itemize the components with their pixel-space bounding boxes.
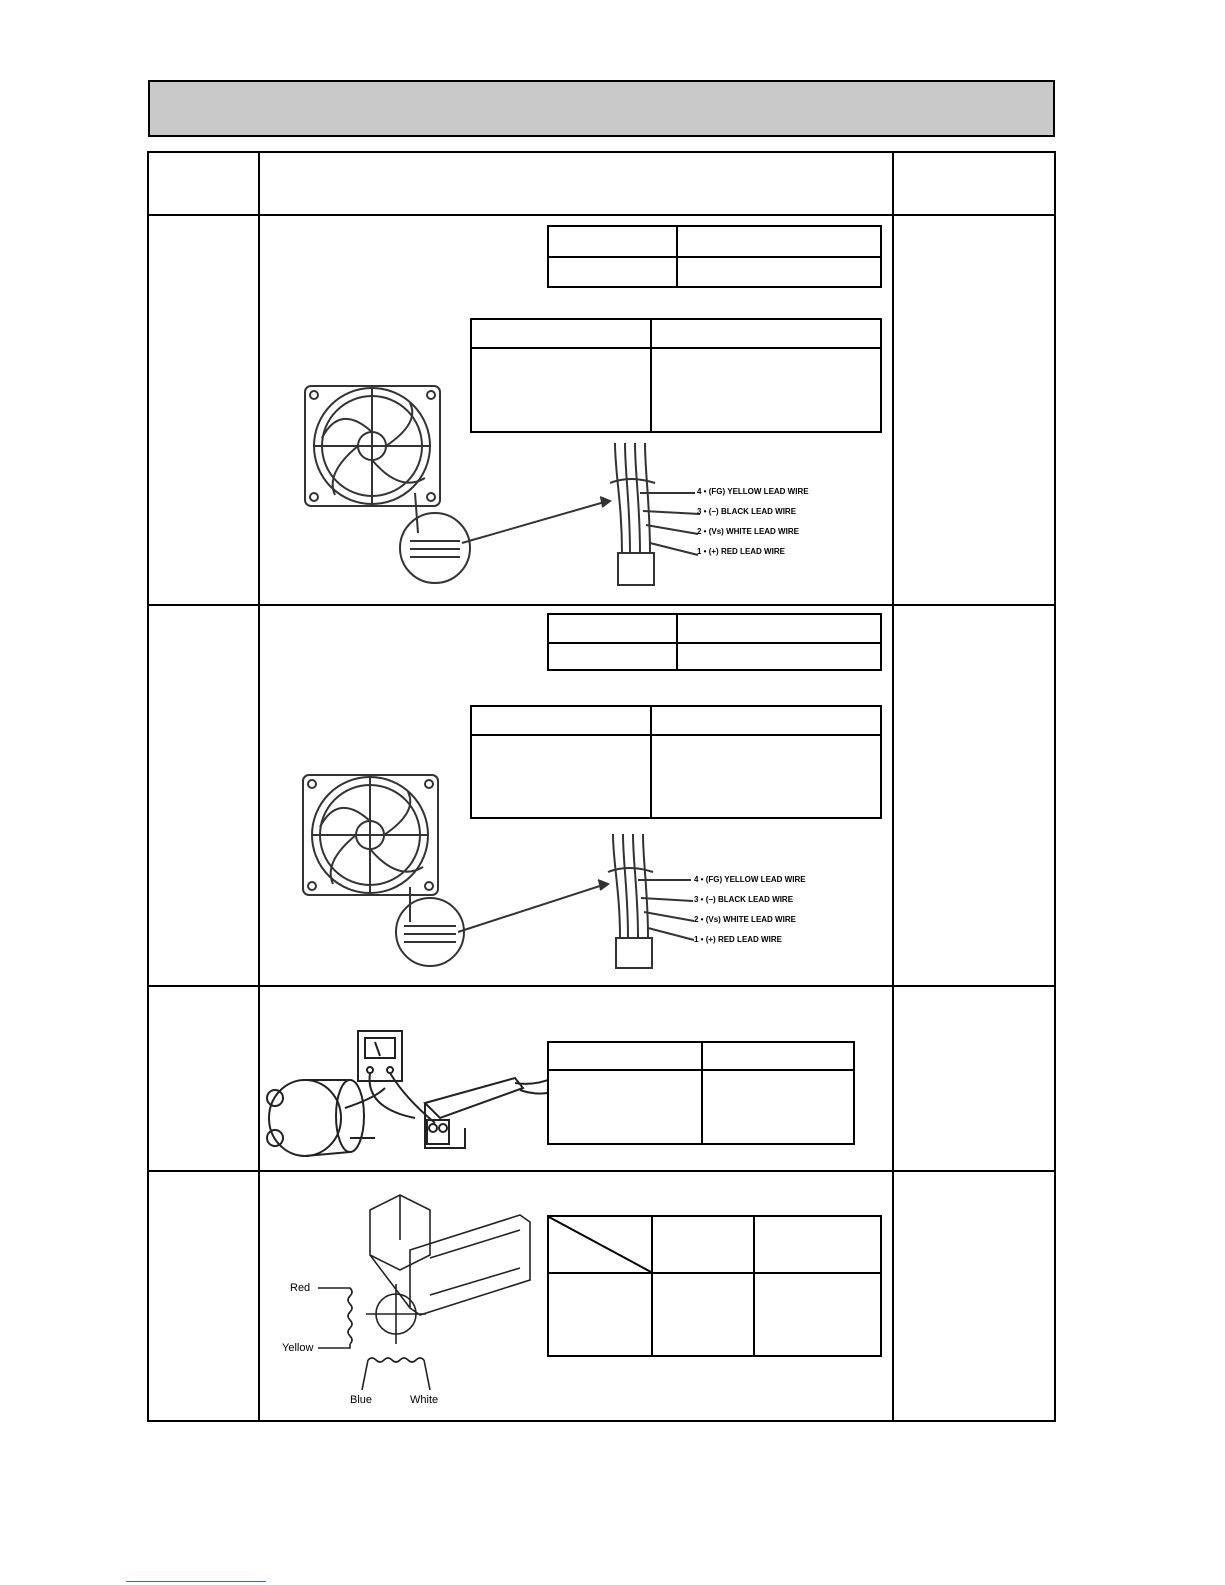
spec-table-row2-a (547, 613, 882, 671)
coil-label-red: Red (290, 1282, 311, 1294)
row-divider (149, 985, 1054, 987)
wire-label-yellow: 4 • (FG) YELLOW LEAD WIRE (694, 875, 806, 884)
column-divider (258, 153, 260, 1420)
wire-label-red: 1 • (+) RED LEAD WIRE (697, 547, 785, 556)
row-divider (149, 604, 1054, 606)
spec-table-row3 (547, 1041, 855, 1145)
wire-label-black: 3 • (−) BLACK LEAD WIRE (694, 895, 794, 904)
wire-label-yellow: 4 • (FG) YELLOW LEAD WIRE (697, 487, 809, 496)
spec-table-row4 (547, 1215, 882, 1357)
diagonal-header-cell (549, 1217, 651, 1272)
coil-label-yellow: Yellow (282, 1342, 314, 1354)
wire-label-black: 3 • (−) BLACK LEAD WIRE (697, 507, 797, 516)
coil-label-blue: Blue (350, 1394, 373, 1406)
stepping-coil-illustration (270, 1190, 540, 1410)
footnote-line (126, 1581, 266, 1582)
wire-label-red: 1 • (+) RED LEAD WIRE (694, 935, 782, 944)
wire-label-white: 2 • (Vs) WHITE LEAD WIRE (697, 527, 799, 536)
column-divider (892, 153, 894, 1420)
section-title-bar (148, 80, 1055, 137)
row-divider (149, 1170, 1054, 1172)
meter-check-illustration (265, 1028, 555, 1158)
wire-label-white: 2 • (Vs) WHITE LEAD WIRE (694, 915, 796, 924)
coil-label-white: White (410, 1394, 439, 1406)
spec-table-row1-a (547, 225, 882, 288)
header-row-divider (149, 214, 1054, 216)
